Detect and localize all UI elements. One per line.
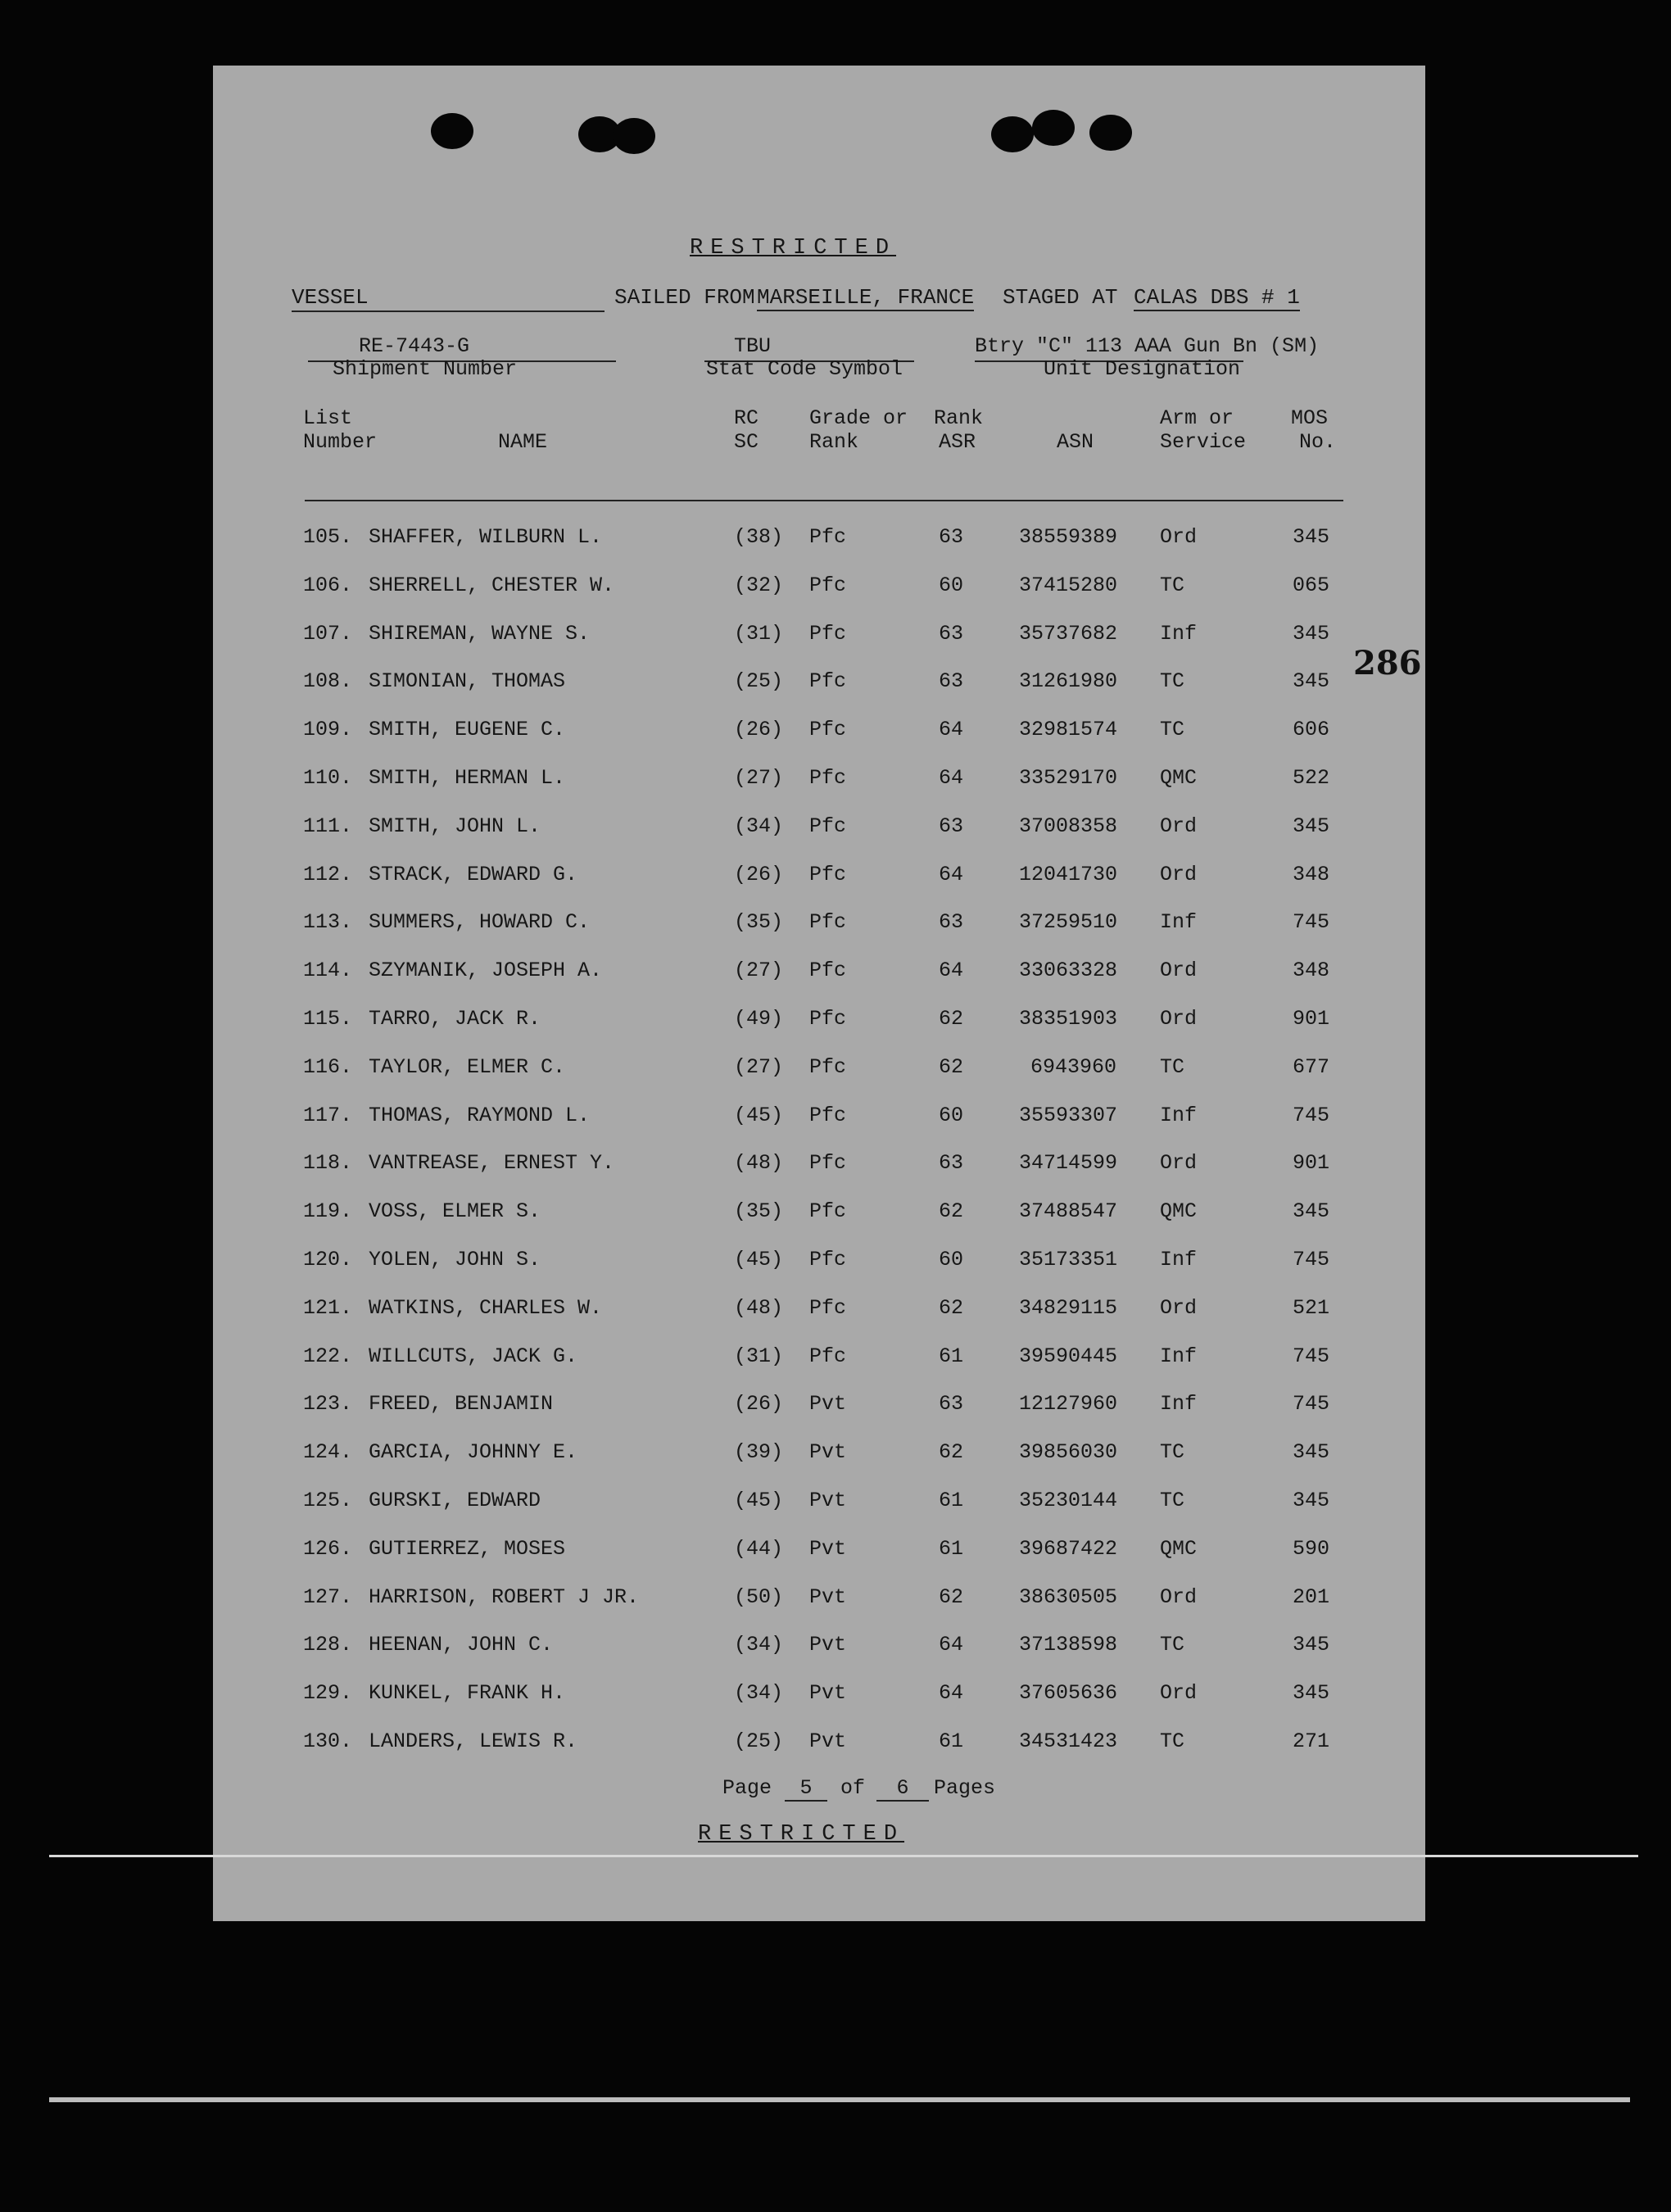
asn: 35173351: [1019, 1248, 1118, 1271]
arm-service: TC: [1160, 1440, 1185, 1465]
mos-number: 065: [1293, 573, 1330, 597]
table-row: [213, 959, 1425, 991]
arm-service: TC: [1160, 573, 1185, 597]
asr-score: 63: [939, 1392, 964, 1416]
arm-service: Ord: [1160, 525, 1198, 549]
asn: 33063328: [1019, 959, 1118, 983]
col-list-number-2: Number: [303, 430, 378, 454]
table-row: [213, 1344, 1425, 1377]
asr-score: 64: [939, 1681, 964, 1706]
list-number: 107.: [303, 621, 353, 646]
person-name: WATKINS, CHARLES W.: [369, 1295, 603, 1320]
rc-sc: (25): [734, 1729, 784, 1753]
list-number: 111.: [303, 814, 353, 838]
asr-score: 63: [939, 814, 964, 838]
table-row: [213, 1729, 1425, 1762]
arm-service: TC: [1160, 1729, 1185, 1753]
grade: Pfc: [809, 1007, 847, 1031]
rc-sc: (49): [734, 1007, 784, 1031]
rc-sc: (25): [734, 669, 784, 694]
list-number: 112.: [303, 862, 353, 886]
mos-number: 745: [1293, 1103, 1330, 1127]
arm-service: Inf: [1160, 910, 1198, 935]
sailed-from-value: MARSEILLE, FRANCE: [757, 285, 975, 310]
list-number: 125.: [303, 1489, 353, 1512]
rc-sc: (32): [734, 573, 784, 597]
list-number: 109.: [303, 718, 353, 742]
list-number: 106.: [303, 573, 353, 597]
asr-score: 61: [939, 1729, 964, 1753]
table-row: [213, 910, 1425, 943]
arm-service: Ord: [1160, 862, 1198, 886]
col-arm-1: Arm or: [1160, 406, 1234, 430]
person-name: STRACK, EDWARD G.: [369, 862, 578, 886]
table-row: [213, 669, 1425, 702]
asn: 37259510: [1019, 910, 1118, 935]
asr-score: 62: [939, 1295, 964, 1320]
rc-sc: (38): [734, 525, 784, 549]
staged-at-value: CALAS DBS # 1: [1134, 285, 1300, 310]
table-row: [213, 718, 1425, 750]
person-name: GARCIA, JOHNNY E.: [369, 1440, 578, 1465]
asn: 12041730: [1019, 862, 1118, 886]
rc-sc: (50): [734, 1584, 784, 1609]
mos-number: 345: [1293, 1681, 1330, 1706]
punch-hole: [1032, 110, 1075, 146]
asr-score: 62: [939, 1054, 964, 1079]
asn: 39856030: [1019, 1440, 1118, 1465]
arm-service: Inf: [1160, 1248, 1198, 1271]
mos-number: 590: [1293, 1536, 1330, 1561]
mos-number: 345: [1293, 1633, 1330, 1657]
arm-service: QMC: [1160, 1199, 1198, 1224]
asn: 35593307: [1019, 1103, 1118, 1127]
scan-artifact-line: [49, 1855, 1638, 1857]
person-name: WILLCUTS, JACK G.: [369, 1344, 578, 1368]
asr-score: 60: [939, 1248, 964, 1271]
grade: Pvt: [809, 1440, 847, 1465]
rc-sc: (27): [734, 766, 784, 790]
grade: Pfc: [809, 1199, 847, 1224]
arm-service: Inf: [1160, 1392, 1198, 1416]
mos-number: 901: [1293, 1007, 1330, 1031]
rc-sc: (26): [734, 718, 784, 742]
person-name: VANTREASE, ERNEST Y.: [369, 1151, 615, 1176]
page-total: 6: [876, 1776, 929, 1802]
list-number: 114.: [303, 959, 353, 983]
page-label: Page: [722, 1776, 772, 1800]
vessel-label: VESSEL: [292, 285, 369, 310]
grade: Pfc: [809, 1151, 847, 1176]
table-row: [213, 1440, 1425, 1473]
person-name: YOLEN, JOHN S.: [369, 1248, 541, 1271]
asn: 37415280: [1019, 573, 1118, 597]
arm-service: Ord: [1160, 1295, 1198, 1320]
asn: 39590445: [1019, 1344, 1118, 1368]
table-row: [213, 814, 1425, 847]
mos-number: 271: [1293, 1729, 1330, 1753]
asn: 37488547: [1019, 1199, 1118, 1224]
person-name: GURSKI, EDWARD: [369, 1489, 541, 1512]
arm-service: QMC: [1160, 766, 1198, 790]
table-row: [213, 1537, 1425, 1570]
asr-score: 64: [939, 959, 964, 983]
list-number: 119.: [303, 1199, 353, 1224]
table-row: [213, 1585, 1425, 1618]
table-row: [213, 1151, 1425, 1184]
col-rc-1: RC: [734, 406, 759, 430]
asr-score: 62: [939, 1440, 964, 1465]
col-grade-1: Grade or: [809, 406, 908, 430]
punch-hole: [613, 118, 655, 154]
person-name: SHERRELL, CHESTER W.: [369, 573, 615, 597]
grade: Pvt: [809, 1729, 847, 1753]
asn: 12127960: [1019, 1392, 1118, 1416]
arm-service: Ord: [1160, 1151, 1198, 1176]
arm-service: TC: [1160, 1054, 1185, 1079]
restricted-header: RESTRICTED: [690, 236, 897, 261]
rc-sc: (26): [734, 1392, 784, 1416]
person-name: VOSS, ELMER S.: [369, 1199, 541, 1224]
table-row: [213, 1248, 1425, 1281]
asn: 38630505: [1019, 1584, 1118, 1609]
stamp-number: 286: [1353, 644, 1422, 682]
person-name: SMITH, HERMAN L.: [369, 766, 566, 790]
mos-number: 521: [1293, 1295, 1330, 1320]
mos-number: 345: [1293, 669, 1330, 694]
mos-number: 901: [1293, 1151, 1330, 1176]
rc-sc: (48): [734, 1151, 784, 1176]
list-number: 128.: [303, 1633, 353, 1657]
arm-service: TC: [1160, 669, 1185, 694]
arm-service: Inf: [1160, 621, 1198, 646]
mos-number: 345: [1293, 525, 1330, 549]
asn: 39687422: [1019, 1536, 1118, 1561]
stat-code: TBU: [734, 334, 772, 358]
list-number: 110.: [303, 766, 353, 790]
asr-score: 62: [939, 1584, 964, 1609]
list-number: 120.: [303, 1248, 353, 1271]
asn: 38351903: [1019, 1007, 1118, 1031]
person-name: FREED, BENJAMIN: [369, 1392, 554, 1416]
asr-score: 64: [939, 718, 964, 742]
asn: 34714599: [1019, 1151, 1118, 1176]
asn: 34829115: [1019, 1295, 1118, 1320]
table-row: [213, 1007, 1425, 1040]
shipment-number-label: Shipment Number: [333, 357, 518, 381]
asr-score: 64: [939, 1633, 964, 1657]
table-row: [213, 622, 1425, 655]
unit-designation-label: Unit Designation: [1044, 357, 1241, 381]
asr-score: 63: [939, 621, 964, 646]
col-list-number-1: List: [303, 406, 353, 430]
sailed-from-label: SAILED FROM: [614, 285, 755, 310]
arm-service: Ord: [1160, 814, 1198, 838]
asn: 37008358: [1019, 814, 1118, 838]
col-grade-2: Rank: [809, 430, 859, 454]
grade: Pvt: [809, 1681, 847, 1706]
asr-score: 61: [939, 1489, 964, 1512]
grade: Pfc: [809, 1103, 847, 1127]
grade: Pfc: [809, 814, 847, 838]
person-name: SUMMERS, HOWARD C.: [369, 910, 591, 935]
rc-sc: (35): [734, 1199, 784, 1224]
person-name: TAYLOR, ELMER C.: [369, 1054, 566, 1079]
asn: 6943960: [1030, 1054, 1117, 1079]
rc-sc: (44): [734, 1536, 784, 1561]
rc-sc: (27): [734, 959, 784, 983]
rc-sc: (45): [734, 1248, 784, 1271]
person-name: LANDERS, LEWIS R.: [369, 1729, 578, 1753]
asr-score: 60: [939, 573, 964, 597]
mos-number: 745: [1293, 1344, 1330, 1368]
asr-score: 61: [939, 1344, 964, 1368]
arm-service: Inf: [1160, 1344, 1198, 1368]
grade: Pfc: [809, 910, 847, 935]
asr-score: 64: [939, 862, 964, 886]
vessel-underline: [292, 310, 605, 312]
list-number: 108.: [303, 669, 353, 694]
rc-sc: (26): [734, 862, 784, 886]
mos-number: 345: [1293, 1199, 1330, 1224]
mos-number: 745: [1293, 1248, 1330, 1271]
list-number: 105.: [303, 525, 353, 549]
scan-artifact-line: [49, 2097, 1630, 2102]
grade: Pvt: [809, 1633, 847, 1657]
person-name: SHIREMAN, WAYNE S.: [369, 621, 591, 646]
arm-service: QMC: [1160, 1536, 1198, 1561]
mos-number: 522: [1293, 766, 1330, 790]
asn: 33529170: [1019, 766, 1118, 790]
table-row: [213, 1392, 1425, 1425]
person-name: SMITH, EUGENE C.: [369, 718, 566, 742]
person-name: SHAFFER, WILBURN L.: [369, 525, 603, 549]
arm-service: TC: [1160, 718, 1185, 742]
person-name: THOMAS, RAYMOND L.: [369, 1103, 591, 1127]
grade: Pfc: [809, 1248, 847, 1271]
list-number: 127.: [303, 1584, 353, 1609]
list-number: 113.: [303, 910, 353, 935]
person-name: HARRISON, ROBERT J JR.: [369, 1584, 640, 1609]
rc-sc: (34): [734, 814, 784, 838]
mos-number: 348: [1293, 862, 1330, 886]
arm-service: Ord: [1160, 1584, 1198, 1609]
header-divider: [305, 500, 1343, 501]
rc-sc: (34): [734, 1681, 784, 1706]
list-number: 117.: [303, 1103, 353, 1127]
rc-sc: (31): [734, 621, 784, 646]
arm-service: Ord: [1160, 1681, 1198, 1706]
asn: 37605636: [1019, 1681, 1118, 1706]
table-row: [213, 1681, 1425, 1714]
table-row: [213, 1296, 1425, 1329]
punch-hole: [991, 116, 1034, 152]
col-asn: ASN: [1057, 430, 1094, 454]
unit-designation: Btry "C" 113 AAA Gun Bn (SM): [975, 334, 1320, 358]
asn: 32981574: [1019, 718, 1118, 742]
grade: Pfc: [809, 1054, 847, 1079]
person-name: KUNKEL, FRANK H.: [369, 1681, 566, 1706]
table-row: [213, 1104, 1425, 1136]
arm-service: Inf: [1160, 1103, 1198, 1127]
grade: Pvt: [809, 1584, 847, 1609]
col-asr-1: Rank: [934, 406, 984, 430]
asr-score: 63: [939, 525, 964, 549]
mos-number: 745: [1293, 910, 1330, 935]
rc-sc: (45): [734, 1489, 784, 1512]
asr-score: 60: [939, 1103, 964, 1127]
rc-sc: (27): [734, 1054, 784, 1079]
stat-code-label: Stat Code Symbol: [706, 357, 903, 381]
list-number: 122.: [303, 1344, 353, 1368]
mos-number: 345: [1293, 814, 1330, 838]
asr-score: 64: [939, 766, 964, 790]
grade: Pvt: [809, 1392, 847, 1416]
list-number: 130.: [303, 1729, 353, 1753]
grade: Pfc: [809, 1344, 847, 1368]
asn: 31261980: [1019, 669, 1118, 694]
asr-score: 63: [939, 669, 964, 694]
person-name: SMITH, JOHN L.: [369, 814, 541, 838]
punch-hole: [1089, 115, 1132, 151]
list-number: 126.: [303, 1536, 353, 1561]
rc-sc: (45): [734, 1103, 784, 1127]
grade: Pfc: [809, 959, 847, 983]
table-row: [213, 1489, 1425, 1521]
of-label: of: [840, 1776, 866, 1800]
list-number: 124.: [303, 1440, 353, 1465]
table-row: [213, 1055, 1425, 1088]
col-arm-2: Service: [1160, 430, 1247, 454]
restricted-footer: RESTRICTED: [698, 1822, 905, 1847]
list-number: 115.: [303, 1007, 353, 1031]
mos-number: 345: [1293, 1489, 1330, 1512]
arm-service: Ord: [1160, 959, 1198, 983]
grade: Pfc: [809, 862, 847, 886]
asn: 38559389: [1019, 525, 1118, 549]
rc-sc: (48): [734, 1295, 784, 1320]
person-name: GUTIERREZ, MOSES: [369, 1536, 566, 1561]
document-sheet: [213, 66, 1425, 1921]
grade: Pvt: [809, 1489, 847, 1512]
grade: Pfc: [809, 573, 847, 597]
list-number: 116.: [303, 1054, 353, 1079]
rc-sc: (34): [734, 1633, 784, 1657]
table-row: [213, 573, 1425, 606]
rc-sc: (35): [734, 910, 784, 935]
asn: 35230144: [1019, 1489, 1118, 1512]
arm-service: TC: [1160, 1633, 1185, 1657]
grade: Pfc: [809, 718, 847, 742]
asn: 37138598: [1019, 1633, 1118, 1657]
list-number: 121.: [303, 1295, 353, 1320]
table-row: [213, 863, 1425, 895]
mos-number: 745: [1293, 1392, 1330, 1416]
arm-service: TC: [1160, 1489, 1185, 1512]
mos-number: 348: [1293, 959, 1330, 983]
person-name: TARRO, JACK R.: [369, 1007, 541, 1031]
arm-service: Ord: [1160, 1007, 1198, 1031]
mos-number: 606: [1293, 718, 1330, 742]
list-number: 118.: [303, 1151, 353, 1176]
asr-score: 62: [939, 1007, 964, 1031]
table-row: [213, 1199, 1425, 1232]
mos-number: 201: [1293, 1584, 1330, 1609]
asr-score: 63: [939, 910, 964, 935]
grade: Pvt: [809, 1536, 847, 1561]
col-mos-1: MOS: [1291, 406, 1329, 430]
punch-hole: [431, 113, 473, 149]
asr-score: 61: [939, 1536, 964, 1561]
mos-number: 677: [1293, 1054, 1330, 1079]
grade: Pfc: [809, 669, 847, 694]
col-name: NAME: [498, 430, 548, 454]
asr-score: 62: [939, 1199, 964, 1224]
staged-at-label: STAGED AT: [1003, 285, 1118, 310]
grade: Pfc: [809, 621, 847, 646]
person-name: HEENAN, JOHN C.: [369, 1633, 554, 1657]
shipment-number: RE-7443-G: [359, 334, 470, 358]
col-asr-2: ASR: [939, 430, 976, 454]
table-row: [213, 1633, 1425, 1666]
list-number: 129.: [303, 1681, 353, 1706]
rc-sc: (39): [734, 1440, 784, 1465]
grade: Pfc: [809, 525, 847, 549]
person-name: SZYMANIK, JOSEPH A.: [369, 959, 603, 983]
asn: 34531423: [1019, 1729, 1118, 1753]
col-mos-2: No.: [1299, 430, 1337, 454]
page-number: 5: [785, 1776, 827, 1802]
table-row: [213, 525, 1425, 558]
punch-holes: [213, 66, 1425, 180]
grade: Pfc: [809, 766, 847, 790]
asr-score: 63: [939, 1151, 964, 1176]
mos-number: 345: [1293, 1440, 1330, 1465]
col-rc-2: SC: [734, 430, 759, 454]
rc-sc: (31): [734, 1344, 784, 1368]
pages-label: Pages: [934, 1776, 996, 1800]
asn: 35737682: [1019, 621, 1118, 646]
table-row: [213, 766, 1425, 799]
list-number: 123.: [303, 1392, 353, 1416]
mos-number: 345: [1293, 621, 1330, 646]
person-name: SIMONIAN, THOMAS: [369, 669, 566, 694]
grade: Pfc: [809, 1295, 847, 1320]
